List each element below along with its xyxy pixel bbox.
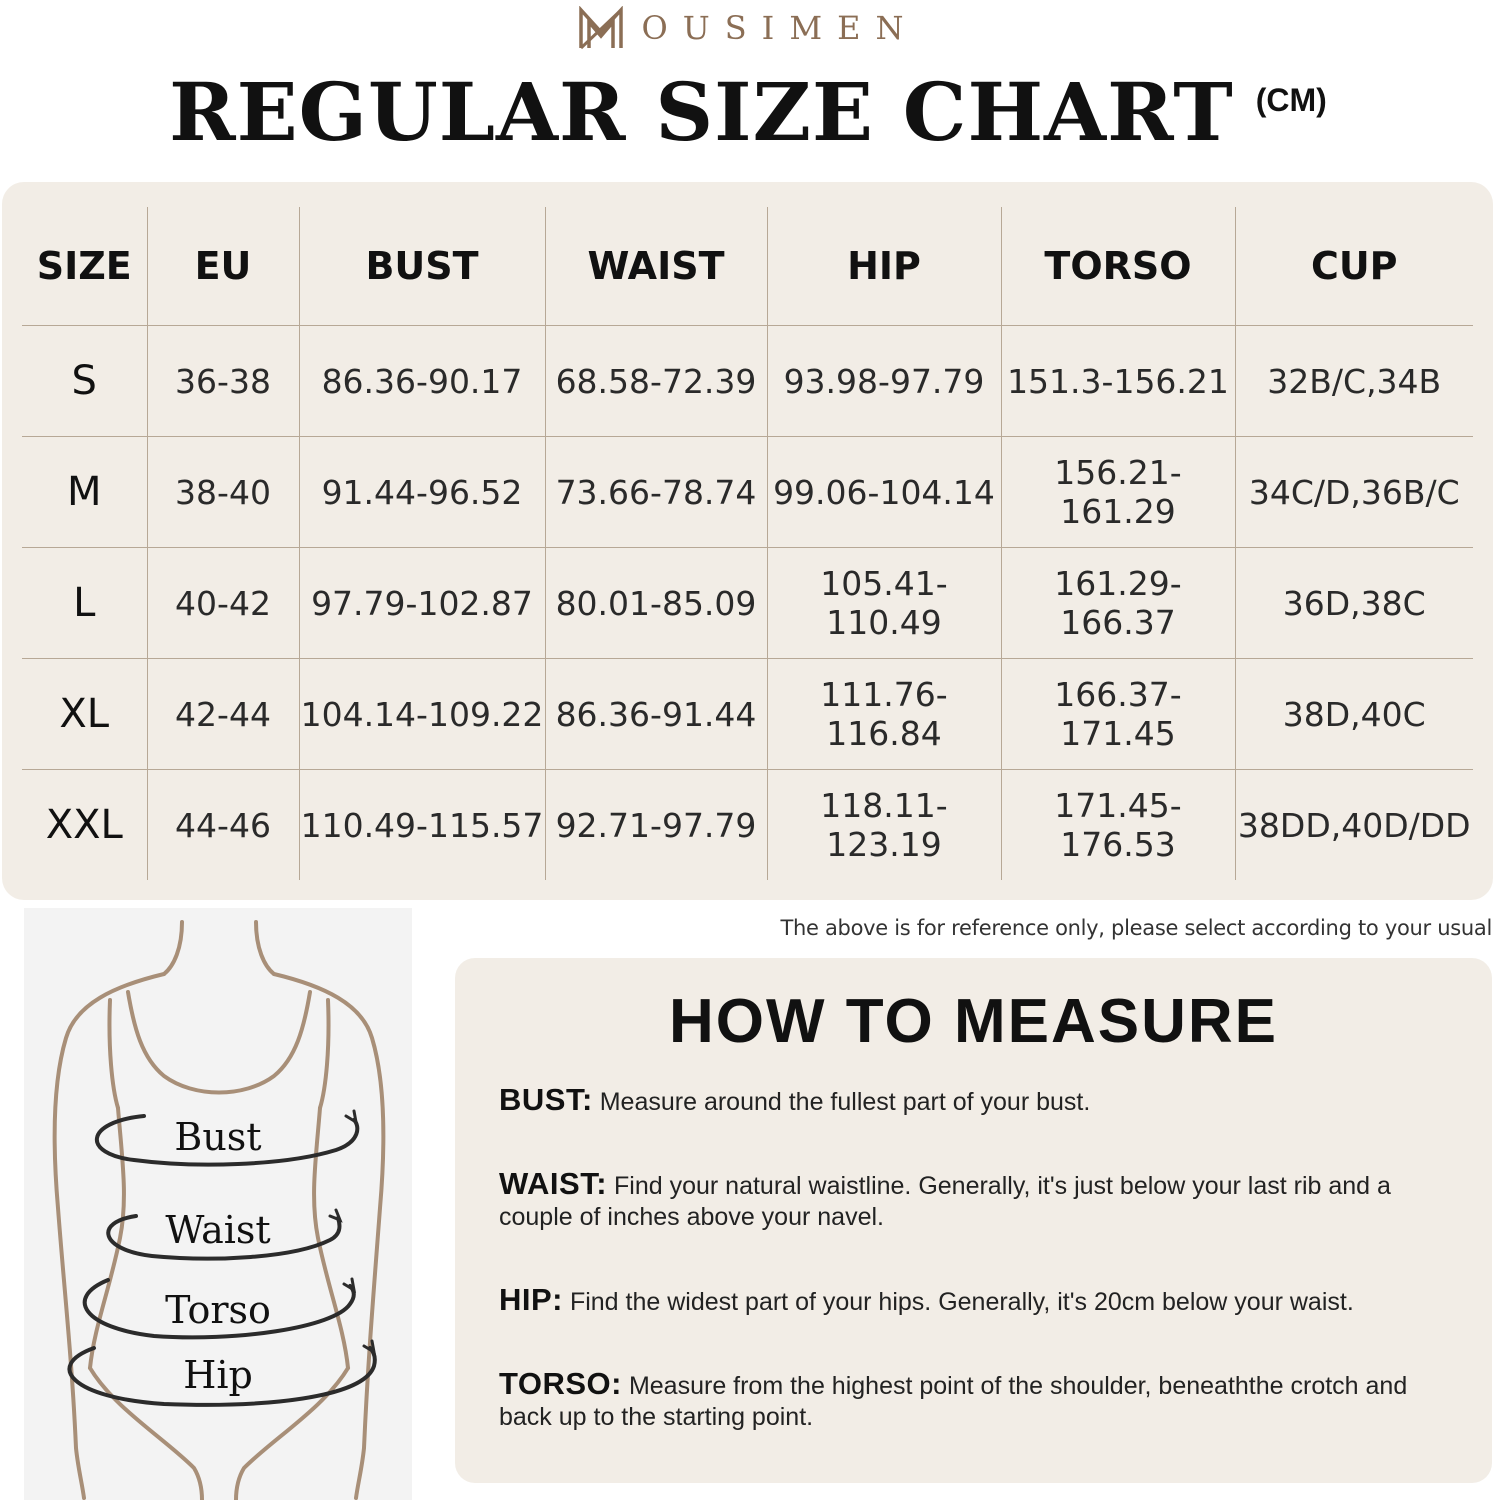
how-to-measure-title: HOW TO MEASURE — [669, 987, 1278, 1056]
brand-name: OUSIMEN — [641, 9, 919, 47]
cup-cell: 36D,38C — [1235, 548, 1473, 659]
column-header: BUST — [299, 207, 545, 326]
torso-cell: 161.29-166.37 — [1001, 548, 1235, 659]
column-header: TORSO — [1001, 207, 1235, 326]
eu-cell: 44-46 — [147, 770, 299, 881]
column-header: SIZE — [36, 244, 132, 288]
size-cell: M — [22, 437, 147, 548]
instruction-text: Measure around the fullest part of your bust. — [599, 1088, 1091, 1116]
body-silhouette-icon — [24, 908, 412, 1500]
bust-cell: 91.44-96.52 — [299, 437, 545, 548]
brand-header — [0, 6, 1496, 50]
unit-label: (CM) — [1255, 82, 1327, 118]
waist-cell: 80.01-85.09 — [545, 548, 767, 659]
hip-cell: 111.76-116.84 — [767, 659, 1001, 770]
table-row — [22, 548, 1473, 659]
how-to-measure-card — [455, 958, 1492, 1483]
waist-cell: 68.58-72.39 — [545, 326, 767, 437]
waist-cell: 73.66-78.74 — [545, 437, 767, 548]
bust-instruction — [499, 1084, 1459, 1118]
table-row — [22, 326, 1473, 437]
hip-instruction — [499, 1284, 1459, 1318]
column-header: HIP — [767, 207, 1001, 326]
page-title: REGULAR SIZE CHART — [169, 65, 1234, 159]
column-header: EU — [147, 207, 299, 326]
bust-cell: 97.79-102.87 — [299, 548, 545, 659]
cup-cell: 38D,40C — [1235, 659, 1473, 770]
eu-cell: 38-40 — [147, 437, 299, 548]
cup-cell: 34C/D,36B/C — [1235, 437, 1473, 548]
size-cell: XL — [22, 659, 147, 770]
waist-cell: 92.71-97.79 — [545, 770, 767, 881]
waist-figure-label: Waist — [165, 1208, 271, 1252]
mx-monogram-icon — [578, 6, 624, 50]
torso-instruction — [499, 1368, 1459, 1433]
instruction-label: TORSO: — [499, 1366, 622, 1401]
title-block — [0, 62, 1496, 162]
size-table — [22, 207, 1473, 880]
column-header: CUP — [1235, 207, 1473, 326]
instruction-label: HIP: — [499, 1282, 563, 1317]
instruction-label: BUST: — [499, 1082, 593, 1117]
table-row — [22, 437, 1473, 548]
body-figure-panel — [24, 908, 412, 1500]
reference-note: The above is for reference only, please select according to your usual — [780, 916, 1492, 940]
hip-cell: 105.41-110.49 — [767, 548, 1001, 659]
eu-cell: 40-42 — [147, 548, 299, 659]
waist-instruction — [499, 1168, 1459, 1233]
bust-figure-label: Bust — [174, 1115, 262, 1159]
bust-cell: 86.36-90.17 — [299, 326, 545, 437]
torso-cell: 166.37-171.45 — [1001, 659, 1235, 770]
instruction-text: Find your natural waistline. Generally, it's just below your last rib and a couple of inches above your navel. — [499, 1172, 1391, 1231]
torso-cell: 156.21-161.29 — [1001, 437, 1235, 548]
hip-cell: 118.11-123.19 — [767, 770, 1001, 881]
column-header: WAIST — [545, 207, 767, 326]
table-header-row — [22, 207, 1473, 326]
table-row — [22, 770, 1473, 881]
instruction-text: Measure from the highest point of the shoulder, beneaththe crotch and back up to the starting point. — [499, 1372, 1408, 1431]
torso-figure-label: Torso — [165, 1288, 271, 1332]
waist-cell: 86.36-91.44 — [545, 659, 767, 770]
instruction-text: Find the widest part of your hips. Generally, it's 20cm below your waist. — [569, 1288, 1354, 1316]
eu-cell: 42-44 — [147, 659, 299, 770]
hip-cell: 93.98-97.79 — [767, 326, 1001, 437]
table-row — [22, 659, 1473, 770]
bust-cell: 104.14-109.22 — [299, 659, 545, 770]
bust-cell: 110.49-115.57 — [299, 770, 545, 881]
eu-cell: 36-38 — [147, 326, 299, 437]
torso-cell: 171.45-176.53 — [1001, 770, 1235, 881]
instruction-label: WAIST: — [499, 1166, 608, 1201]
cup-cell: 38DD,40D/DD — [1235, 770, 1473, 881]
torso-cell: 151.3-156.21 — [1001, 326, 1235, 437]
cup-cell: 32B/C,34B — [1235, 326, 1473, 437]
size-cell: XXL — [22, 770, 147, 881]
hip-cell: 99.06-104.14 — [767, 437, 1001, 548]
size-cell: S — [22, 326, 147, 437]
size-cell: L — [22, 548, 147, 659]
hip-figure-label: Hip — [183, 1353, 253, 1397]
